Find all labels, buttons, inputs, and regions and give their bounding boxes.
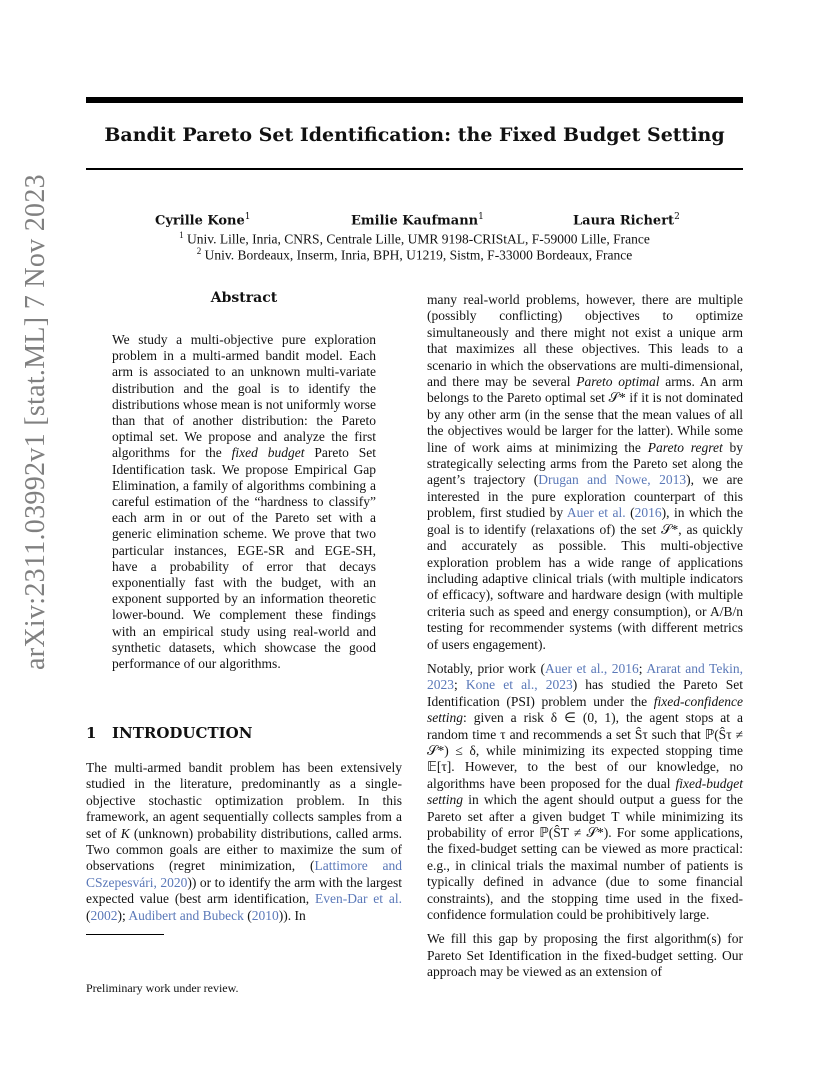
- citation-link[interactable]: 2010: [251, 907, 279, 923]
- emphasis: fixed-confidence setting: [427, 693, 743, 726]
- text-run: Notably, prior work (: [427, 660, 546, 676]
- citation-link[interactable]: 2002: [90, 907, 118, 923]
- abstract-text: We study a multi-objective pure exploration problem in a multi-armed bandit model. Each arm is associated to an unknown multi-variate distribution and the goal is to identify the distributions whose mean is not uniformly worse than that of another distribution: the Pareto optimal set. We propose and analyze the first algorithms for the: [112, 332, 376, 461]
- arxiv-stamp: arXiv:2311.03992v1 [stat.ML] 7 Nov 2023: [20, 174, 51, 670]
- abstract-text: Pareto Set Identification task. We propose Empirical Gap Elimination, a family of algorithms combining a careful estimation of the “hardness to classify” each arm in or out of the Pareto set with a generic elimination scheme. We prove that two particular instances, EGE-SR and EGE-SH, have a probability of error that decays exponentially fast with the budget, with an exponent supported by an information theoretic lower-bound. We complement these findings with an empirical study using real-world and synthetic datasets, which showcase the good performance of our algorithms.: [112, 445, 376, 672]
- section-title: INTRODUCTION: [112, 724, 253, 742]
- paragraph: [427, 661, 743, 924]
- text-run: (: [86, 907, 91, 923]
- section-number: 1: [86, 724, 97, 742]
- text-run: ) has studied the Pareto Set Identification (PSI) problem under the: [427, 677, 743, 709]
- text-run: ;: [638, 660, 647, 676]
- citation-link[interactable]: Kone et al., 2023: [465, 677, 573, 693]
- right-column: [427, 292, 743, 989]
- author-1: [155, 212, 251, 228]
- math-symbol: K: [120, 825, 130, 841]
- citation-link[interactable]: Auer et al.: [566, 505, 626, 521]
- title-top-rule: [86, 97, 743, 103]
- text-run: ), we are interested in the pure exploration counterpart of this problem, first studied by: [427, 472, 743, 521]
- section-heading: [86, 724, 386, 742]
- author-2: [351, 212, 484, 228]
- author-name: Cyrille Kone: [155, 213, 245, 229]
- text-run: );: [117, 907, 129, 923]
- citation-link[interactable]: Even-Dar et al.: [314, 891, 402, 907]
- affiliation-mark: 1: [179, 230, 184, 240]
- affiliation-mark: 2: [196, 246, 202, 256]
- author-affil-mark: 2: [674, 212, 680, 222]
- text-run: ), in which the goal is to identify (relaxations of) the set 𝒮*, as quickly and accurately as possible. This multi-objective exploration problem has a wide range of applications including adaptive clinical trials (with multiple indicators of efficacy), software and hardware design (with multiple criteria such as speed and energy consumption), or A/B/n testing for recommender systems (with different metrics of users engagement).: [427, 505, 743, 652]
- abstract-emphasis: fixed budget: [231, 445, 305, 461]
- paragraph: We fill this gap by proposing the first algorithm(s) for Pareto Set Identification in the fixed-budget setting. Our approach may be viewed as an extension of: [427, 931, 743, 980]
- abstract-body: [112, 332, 376, 672]
- title-bottom-rule: [86, 168, 743, 170]
- author-3: [573, 212, 680, 228]
- intro-paragraph-left: [86, 760, 402, 924]
- text-run: by strategically selecting arms from the Pareto set along the agent’s trajectory (: [427, 439, 744, 488]
- citation-link[interactable]: Audibert and Bubeck: [128, 907, 244, 923]
- text-run: )). In: [278, 907, 306, 923]
- emphasis: Pareto optimal: [576, 374, 660, 390]
- text-run: arms. An arm belongs to the Pareto optimal set 𝒮* if it is not dominated by any other arm (in the sense that the mean values of all the objectives would be larger for the latter). While some line of work aims at minimizing the: [427, 374, 743, 455]
- footnote-rule: [86, 934, 164, 935]
- abstract-heading: Abstract: [210, 290, 278, 306]
- text-run: )) or to identify the arm with the largest expected value (best arm identification,: [86, 874, 402, 907]
- footnote: Preliminary work under review.: [86, 981, 239, 995]
- text-run: (: [625, 505, 635, 521]
- citation-link[interactable]: Auer et al., 2016: [545, 660, 639, 676]
- paper-title: Bandit Pareto Set Identification: the Fixed Budget Setting: [104, 124, 725, 146]
- emphasis: fixed-budget setting: [427, 775, 743, 808]
- author-name: Emilie Kaufmann: [351, 213, 479, 229]
- text-run: ;: [454, 677, 466, 693]
- author-name: Laura Richert: [573, 213, 675, 229]
- affiliation-2: [86, 246, 743, 264]
- author-affil-mark: 1: [244, 212, 251, 222]
- citation-link[interactable]: Ararat and Tekin, 2023: [427, 660, 743, 693]
- emphasis: Pareto regret: [647, 439, 723, 455]
- affiliation-1: [86, 230, 743, 248]
- affiliation-text: Univ. Bordeaux, Inserm, Inria, BPH, U1219, Sistm, F-33000 Bordeaux, France: [204, 247, 633, 263]
- text-run: : given a risk δ ∈ (0, 1), the agent stops at a random time τ and recommends a set Ŝτ such that ℙ(Ŝτ ≠ 𝒮*) ≤ δ, while minimizing its expected stopping time 𝔼[τ]. However, to the best of our knowledge, no algorithms have been proposed for the dual: [427, 710, 743, 791]
- text-run: (: [243, 907, 252, 923]
- author-list: [155, 212, 680, 230]
- citation-link[interactable]: Lattimore and CSzepesvári, 2020: [86, 858, 402, 890]
- affiliation-text: Univ. Lille, Inria, CNRS, Centrale Lille, UMR 9198-CRIStAL, F-59000 Lille, France: [186, 231, 650, 247]
- author-affil-mark: 1: [478, 212, 484, 222]
- text-run: The multi-armed bandit problem has been extensively studied in the literature, predominantly as a single-objective stochastic optimization problem. In this framework, an agent sequentially collects samples from a set of: [86, 760, 402, 841]
- citation-link[interactable]: 2016: [634, 505, 662, 521]
- text-run: in which the agent should output a guess for the Pareto set after a given budget T while minimizing its probability of error ℙ(ŜT ≠ 𝒮*). For some applications, the fixed-budget setting can be viewed as more practical: e.g., in clinical trials the maximal number of patients is typically defined in advance (due to some financial constraints), and the stopping time used in the fixed-confidence formulation could be prohibitively large.: [427, 792, 743, 923]
- paragraph: [427, 292, 743, 653]
- citation-link[interactable]: Drugan and Nowe, 2013: [538, 472, 687, 488]
- text-run: many real-world problems, however, there are multiple (possibly conflicting) objectives to optimize simultaneously and there might not exist a unique arm that maximizes all these objectives. This leads to a scenario in which the observations are multi-dimensional, and there may be several: [427, 292, 743, 390]
- text-run: (unknown) probability distributions, called arms. Two common goals are either to maximize the sum of observations (regret minimization, (: [86, 825, 402, 874]
